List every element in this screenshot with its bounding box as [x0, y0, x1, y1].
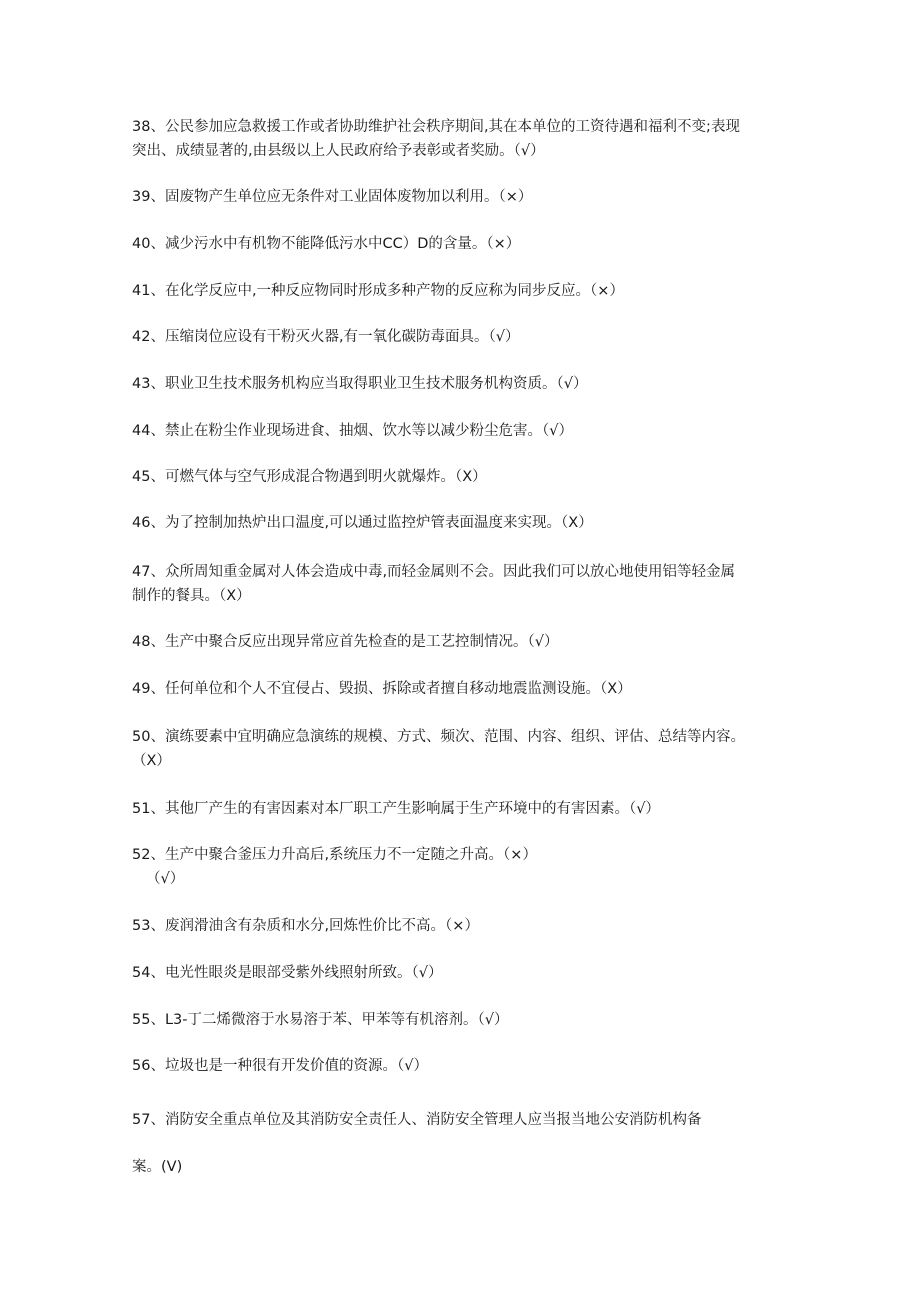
question-line: 52、生产中聚合釜压力升高后,系统压力不一定随之升高。（×） — [132, 847, 537, 863]
question-line: 41、在化学反应中,一种反应物同时形成多种产物的反应称为同步反应。（×） — [132, 283, 624, 299]
question-48 — [132, 630, 792, 654]
question-39 — [132, 185, 792, 209]
question-line: 49、任何单位和个人不宜侵占、毁损、拆除或者擅自移动地震监测设施。（X） — [132, 681, 632, 697]
question-56 — [132, 1054, 792, 1078]
question-55 — [132, 1008, 792, 1032]
question-line: 54、电光性眼炎是眼部受紫外线照射所致。（√） — [132, 965, 443, 981]
question-line: （X） — [132, 753, 171, 769]
question-line: 47、众所周知重金属对人体会造成中毒,而轻金属则不会。因此我们可以放心地使用铝等轻金属 — [132, 564, 736, 580]
question-43 — [132, 372, 792, 396]
question-38 — [132, 115, 792, 163]
question-line: 51、其他厂产生的有害因素对本厂职工产生影响属于生产环境中的有害因素。（√） — [132, 801, 660, 817]
question-line: 48、生产中聚合反应出现异常应首先检查的是工艺控制情况。（√） — [132, 634, 559, 650]
question-40 — [132, 232, 792, 256]
question-52 — [132, 843, 792, 891]
question-line: 38、公民参加应急救援工作或者协助维护社会秩序期间,其在本单位的工资待遇和福利不变;表现 — [132, 119, 740, 135]
question-46 — [132, 511, 792, 535]
question-41 — [132, 279, 792, 303]
question-line: 57、消防安全重点单位及其消防安全责任人、消防安全管理人应当报当地公安消防机构备 — [132, 1112, 702, 1128]
question-line: 50、演练要素中宜明确应急演练的规模、方式、频次、范围、内容、组织、评估、总结等内容。 — [132, 729, 745, 745]
question-line: 突出、成绩显著的,由县级以上人民政府给予表彰或者奖励。（√） — [132, 143, 545, 159]
question-44 — [132, 419, 792, 443]
question-line: 44、禁止在粉尘作业现场进食、抽烟、饮水等以减少粉尘危害。（√） — [132, 423, 573, 439]
question-line: 55、L3-丁二烯微溶于水易溶于苯、甲苯等有机溶剂。（√） — [132, 1012, 509, 1028]
question-line: 案。(V) — [132, 1159, 183, 1175]
question-line: 39、固废物产生单位应无条件对工业固体废物加以利用。（×） — [132, 189, 533, 205]
question-line: 42、压缩岗位应设有干粉灭火器,有一氧化碳防毒面具。（√） — [132, 329, 520, 345]
question-45 — [132, 465, 792, 489]
question-line: 46、为了控制加热炉出口温度,可以通过监控炉管表面温度来实现。（X） — [132, 515, 593, 531]
question-line: 40、减少污水中有机物不能降低污水中CC）D的含量。（×） — [132, 236, 521, 252]
question-47 — [132, 560, 792, 608]
question-line: （√） — [146, 871, 185, 887]
question-50 — [132, 725, 792, 773]
question-53 — [132, 914, 792, 938]
question-line: 43、职业卫生技术服务机构应当取得职业卫生技术服务机构资质。（√） — [132, 376, 588, 392]
question-49 — [132, 677, 792, 701]
question-line: 45、可燃气体与空气形成混合物遇到明火就爆炸。（X） — [132, 469, 487, 485]
question-54 — [132, 961, 792, 985]
question-line: 56、垃圾也是一种很有开发价值的资源。（√） — [132, 1058, 428, 1074]
question-42 — [132, 325, 792, 349]
question-57 — [132, 1108, 792, 1132]
question-51 — [132, 797, 792, 821]
question-57-continuation — [132, 1155, 792, 1179]
question-line: 制作的餐具。（X） — [132, 588, 251, 604]
question-line: 53、废润滑油含有杂质和水分,回炼性价比不高。（×） — [132, 918, 479, 934]
